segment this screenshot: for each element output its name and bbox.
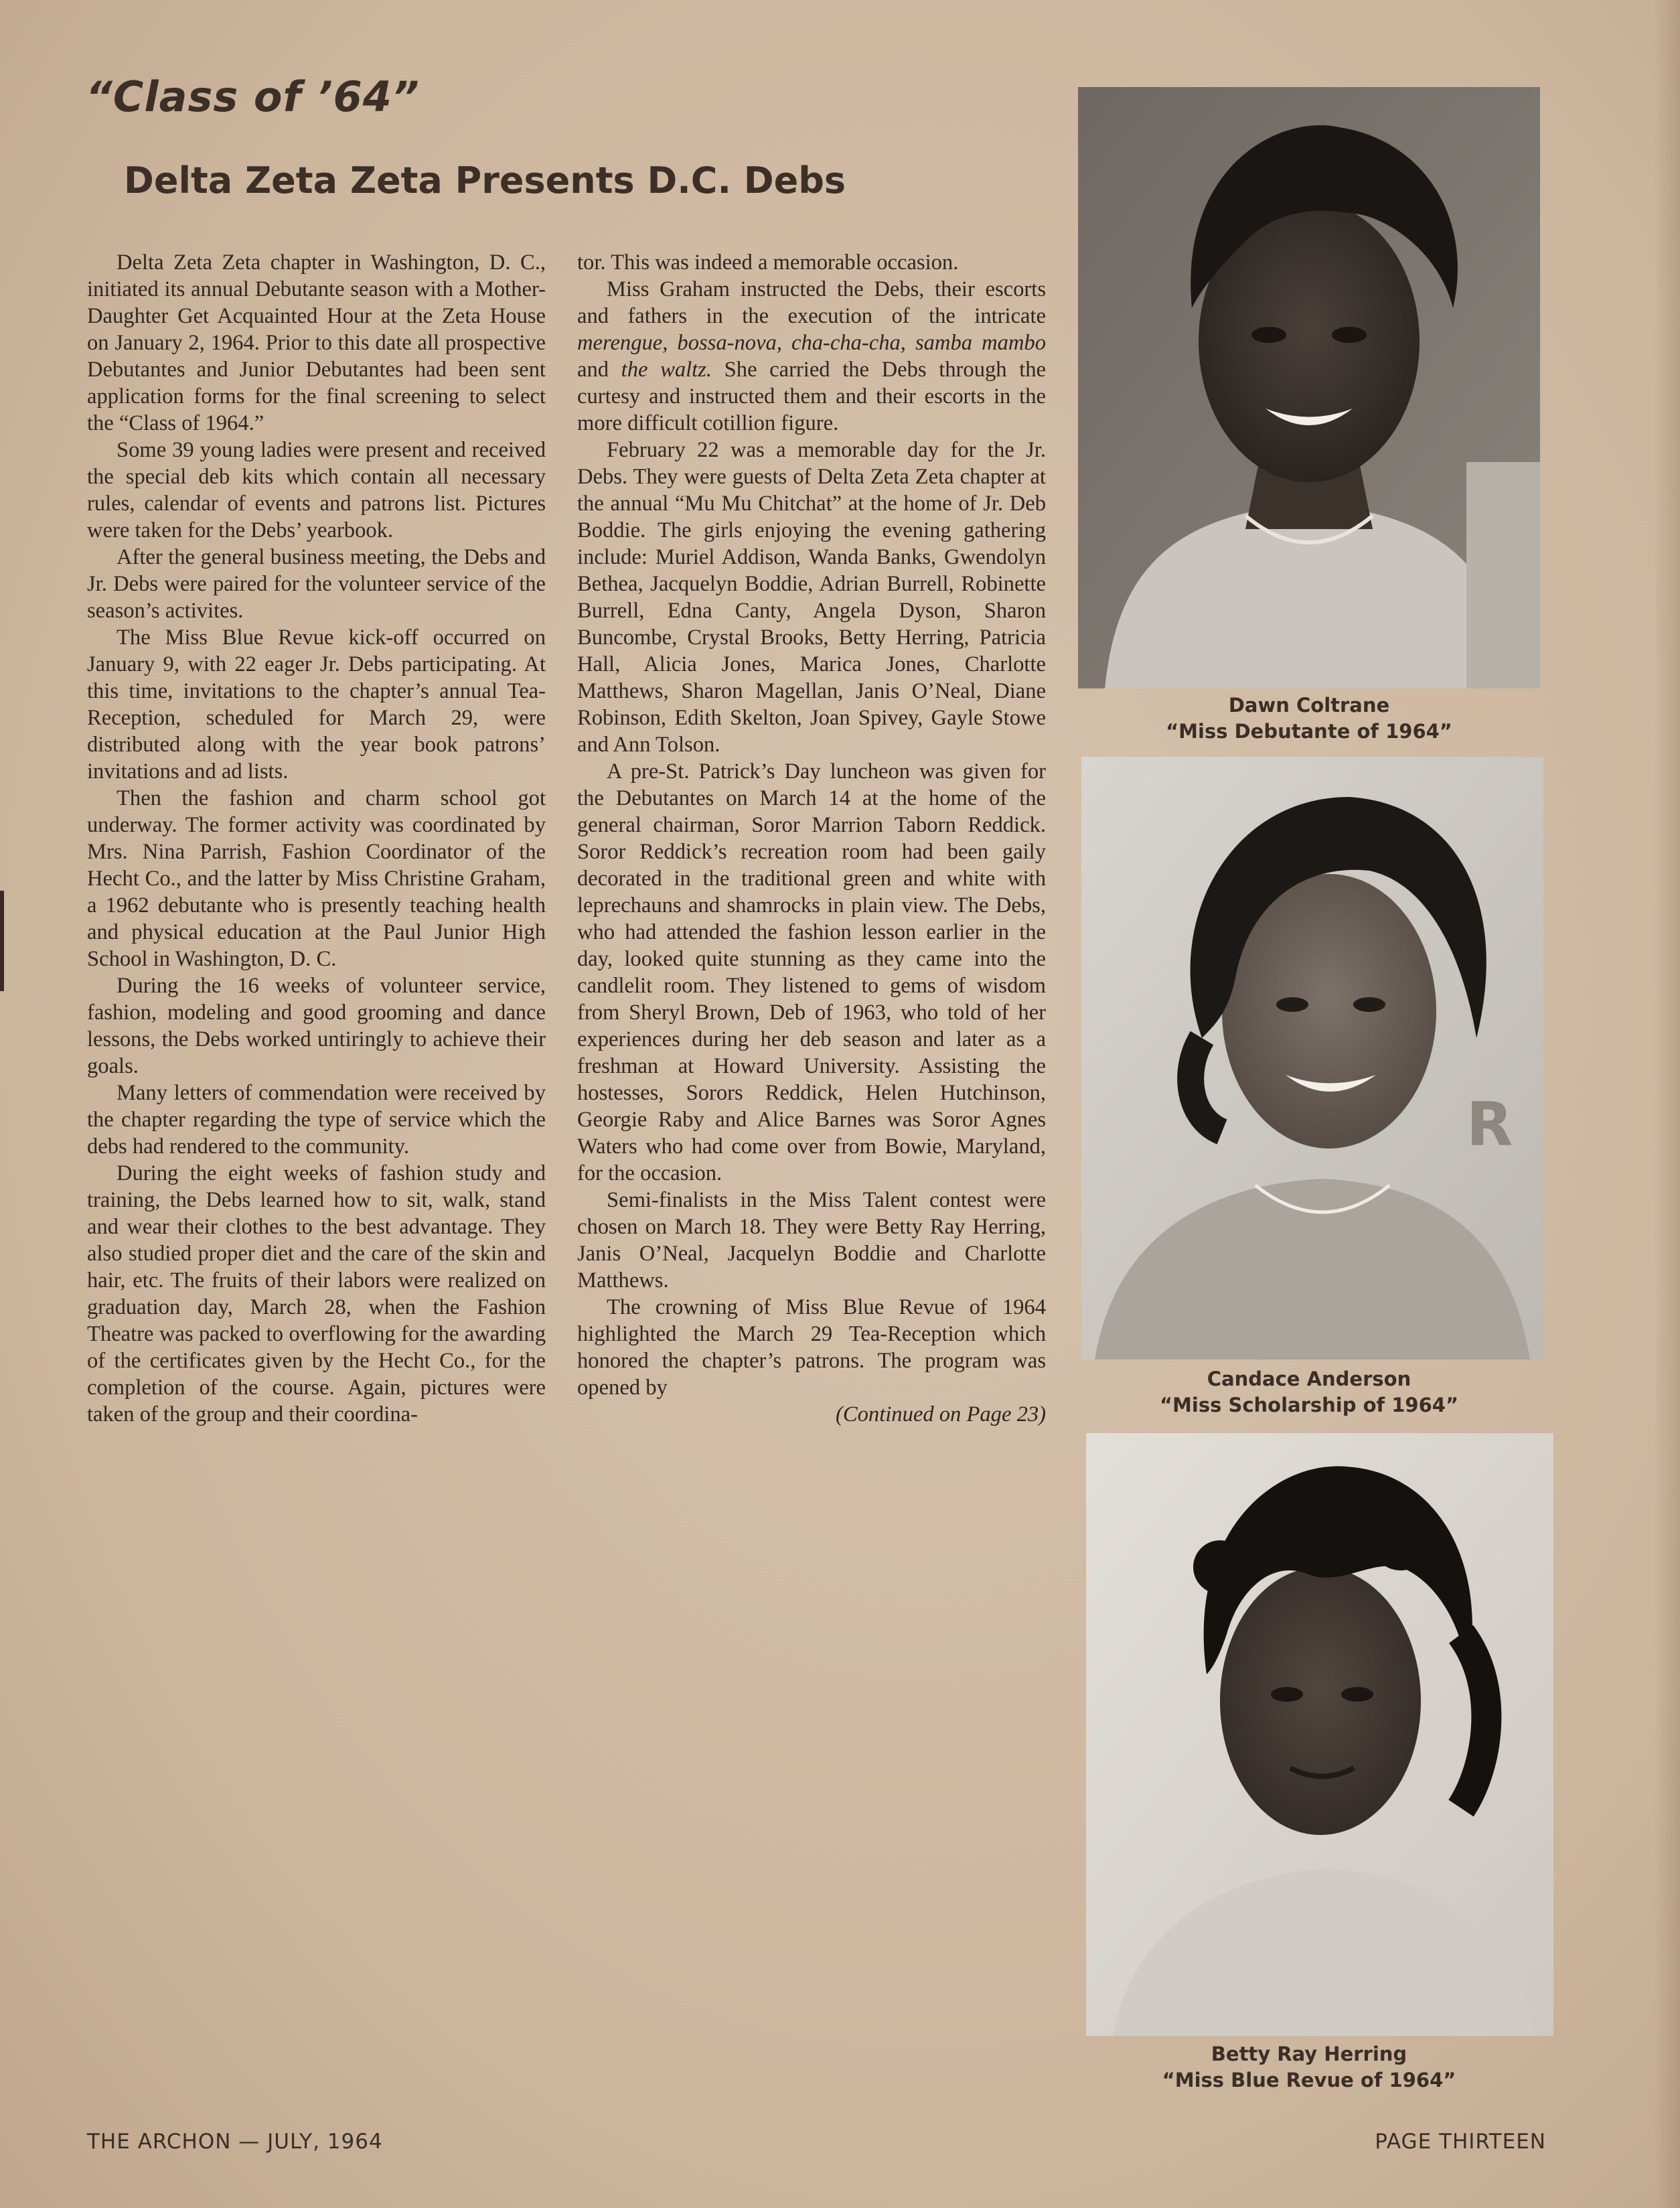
- portrait-photo-candace-anderson: [1081, 757, 1543, 1359]
- page-edge-shadow: [1653, 0, 1680, 2208]
- paragraph: The crowning of Miss Blue Revue of 1964 highlighted the March 29 Tea-Reception which honored the chapter’s patrons. The program was opened by: [577, 1295, 1046, 1400]
- continued-note: (Continued on Page 23): [836, 1402, 1046, 1426]
- paragraph: During the eight weeks of fashion study and training, the Debs learned how to sit, walk, stand and wear their clothes to the best advantage. They also studied proper diet and the care of the skin and hair, etc. The fruits of their labors were realized on graduation day, March 28, when the Fashion Theatre was packed to overflowing for the awarding of the certificates given by the Hecht Co., for the completion of the course. Again, pictures were taken of the group and their coordina-: [87, 1161, 546, 1426]
- paragraph: Many letters of commendation were received by the chapter regarding the type of service which the debs had rendered to the community.: [87, 1081, 546, 1159]
- caption-dawn-coltrane: [1078, 692, 1540, 745]
- photo-title: “Miss Scholarship of 1964”: [1159, 1394, 1459, 1416]
- caption-candace-anderson: [1078, 1366, 1540, 1418]
- paragraph: A pre-St. Patrick’s Day luncheon was given for the Debutantes on March 14 at the home of the general chairman, Soror Marrion Taborn Reddick. Soror Reddick’s recreation room had been gaily decorated in the traditional green and white with leprechauns and shamrocks in plain view. The Debs, who had attended the fashion lesson earlier in the day, looked quite stunning as they came into the candlelit room. They listened to gems of wisdom from Sheryl Brown, Deb of 1963, who told of her experiences during her deb season and later as a freshman at Howard University. Assisting the hostesses, Sorors Reddick, Helen Hutchinson, Georgie Raby and Alice Barnes was Soror Agnes Waters who had come over from Bowie, Maryland, for the occasion.: [577, 759, 1046, 1185]
- footer-page-number: PAGE THIRTEEN: [1375, 2130, 1546, 2154]
- article-subtitle: Delta Zeta Zeta Presents D.C. Debs: [124, 159, 846, 202]
- article-column-2: [577, 249, 1046, 1428]
- portrait-photo-betty-ray-herring: [1086, 1433, 1553, 2036]
- article-column-1: [87, 249, 546, 1428]
- portrait-photo-dawn-coltrane: [1078, 87, 1540, 688]
- dance-last-text: the waltz.: [621, 358, 712, 382]
- paragraph: During the 16 weeks of volunteer service, fashion, modeling and good grooming and dance lessons, the Debs worked untiringly to achieve their goals.: [87, 974, 546, 1078]
- photo-name: Dawn Coltrane: [1228, 694, 1390, 717]
- paragraph: [577, 276, 1046, 437]
- binding-mark: [0, 891, 4, 991]
- dance-rest-text: She carried the Debs through the curtesy and instructed them and their escorts in the more difficult cotillion figure.: [577, 358, 1046, 435]
- dance-intro-text: Miss Graham instructed the Debs, their escorts and fathers in the execution of the intricate: [577, 277, 1046, 328]
- dance-and-text: and: [577, 358, 621, 382]
- photo-title: “Miss Debutante of 1964”: [1166, 720, 1452, 743]
- paragraph: February 22 was a memorable day for the Jr. Debs. They were guests of Delta Zeta Zeta chapter at the annual “Mu Mu Chitchat” at the home of Jr. Deb Boddie. The girls enjoying the evening gathering include: Muriel Addison, Wanda Banks, Gwendolyn Bethea, Jacquelyn Boddie, Adrian Burrell, Robinette Burrell, Edna Canty, Angela Dyson, Sharon Buncombe, Crystal Brooks, Betty Herring, Patricia Hall, Alicia Jones, Marica Jones, Charlotte Matthews, Sharon Magellan, Janis O’Neal, Diane Robinson, Edith Skelton, Joan Spivey, Gayle Stowe and Ann Tolson.: [577, 438, 1046, 757]
- photo-name: Betty Ray Herring: [1211, 2043, 1407, 2065]
- portrait-image: [1081, 757, 1543, 1359]
- portrait-image: [1086, 1433, 1553, 2036]
- paragraph: After the general business meeting, the Debs and Jr. Debs were paired for the volunteer service of the season’s activites.: [87, 545, 546, 623]
- caption-betty-ray-herring: [1078, 2041, 1540, 2093]
- paragraph: Then the fashion and charm school got underway. The former activity was coordinated by Mrs. Nina Parrish, Fashion Coordinator of the Hecht Co., and the latter by Miss Christine Graham, a 1962 debutante who is presently teaching health and physical education at the Paul Junior High School in Washington, D. C.: [87, 786, 546, 971]
- paragraph: Delta Zeta Zeta chapter in Washington, D. C., initiated its annual Debutante season with a Mother-Daughter Get Acquainted Hour at the Zeta House on January 2, 1964. Prior to this date all prospective Debutantes and Junior Debutantes had been sent application forms for the final screening to select the “Class of 1964.”: [87, 250, 546, 435]
- paragraph: tor. This was indeed a memorable occasion.: [577, 250, 959, 275]
- paragraph: Semi-finalists in the Miss Talent contest were chosen on March 18. They were Betty Ray Herring, Janis O’Neal, Jacquelyn Boddie and Charlotte Matthews.: [577, 1188, 1046, 1293]
- footer-publication: THE ARCHON — JULY, 1964: [87, 2130, 383, 2154]
- photo-name: Candace Anderson: [1207, 1368, 1411, 1390]
- portrait-image: [1078, 87, 1540, 688]
- article-title: “Class of ’64”: [86, 72, 420, 121]
- photo-title: “Miss Blue Revue of 1964”: [1162, 2069, 1456, 2091]
- paragraph: Some 39 young ladies were present and received the special deb kits which contain all necessary rules, calendar of events and patrons list. Pictures were taken for the Debs’ yearbook.: [87, 438, 546, 542]
- background-sign-fragment: R: [1466, 1090, 1513, 1160]
- paragraph: The Miss Blue Revue kick-off occurred on January 9, with 22 eager Jr. Debs participating. At this time, invitations to the chapter’s annual Tea-Reception, scheduled for March 29, were distributed along with the year book patrons’ invitations and ad lists.: [87, 625, 546, 784]
- dance-list-text: merengue, bossa-nova, cha-cha-cha, samba mambo: [577, 331, 1046, 355]
